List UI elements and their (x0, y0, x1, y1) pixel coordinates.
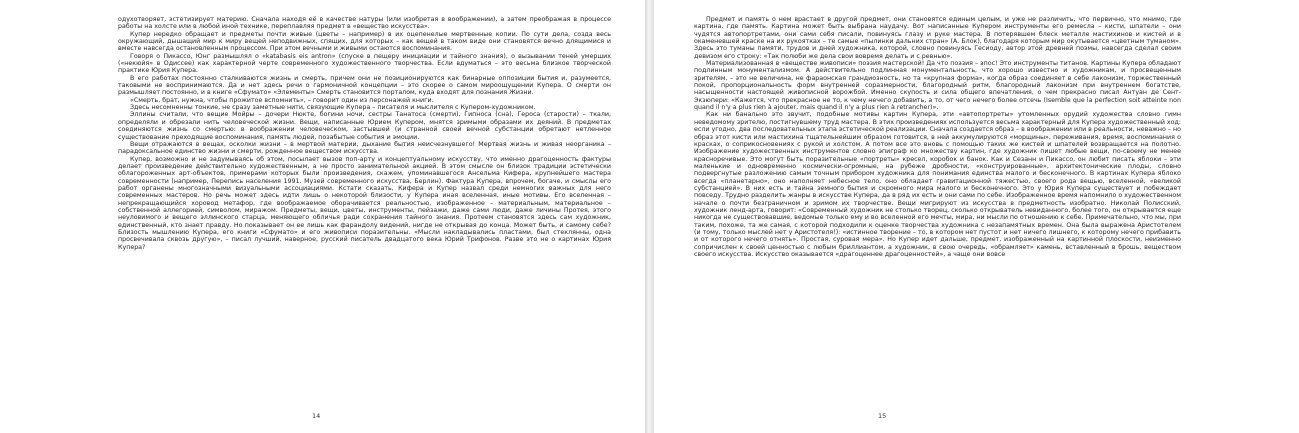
paragraph: Предмет и память о нем врастает в другой предмет, они становятся единым целым, и уже не различить, что первично, что мнимо, где картина, где память. Картина может быть выбрана наудачу. Вот написанные Купером инструменты его ремесла – кисти, шпатели – они чудятся автопортретами, они сами себя писали, повинуясь глазу и руке мастера. В потерявшем блеск металле мастихинов и кистей и в окаменевшей краске на их рукоятках – те самые «пылинки дальних стран» (А. Блок), благодаря которым мир окутывается «цветным туманом». Здесь это туманы памяти, трудов и дней художника, которой, словно повинуясь Гесиоду, автор этой древней поэмы, навсегда сделал своим девизом его строку: «Так полюби же дела свои вовремя делать и с ревнью». (694, 16, 1181, 60)
paragraph: Здесь несомненны тонкие, не сразу заметные нити, связующие Купера – писателя и мыслителя с Купером-художником. (130, 104, 536, 112)
paragraph: Купер нередко обращает и предметы почти живые (цветы – например) в их оцепенелые мертвенные копии. По сути дела, созда весь окружающий, дышащий мир к миру вещей неподвижных, спящих, для которых – как вещей в таком виде они становятся вечно длящимися и вместе навсегда остановленным процессом. При этом вечными и живыми остаются воспоминания. (118, 30, 611, 53)
paragraph: одухотворяет, эстетизирует материю. Сначала находя её в качестве натуры (или изобретая в воображении), а затем преображая в процессе работы на холсте или в любой иной технике, переплавляя предмет в «вещество искусства». (118, 16, 611, 31)
paragraph: Вещи отражаются в вещах, осколки жизни – в мертвой материи, дыхание бытия неисчезнувшего! Мертвая жизнь и живая неорганика – парадоксальное единство жизни и смерти, рожденное веществом искусства. (118, 140, 611, 156)
paragraph: Говоря о Пикассо, Юнг размышлял о «katabasis eis antron» (спуске в пещеру инициации и тайного знания), о вызывании теней умерших («некюйя» в Одиссее) как характерной черте современного художественного творчества. Если вдуматься – это весьма близкое творческой практике Юрия Купера. (118, 52, 611, 75)
paragraph: В его работах постоянно сталкиваются жизнь и смерть, причем они не позиционируются как бинарные оппозиции бытия и, разумеется, таковыми не воспринимаются. Да и нет здесь речи о гармоничной концепции – это скорее о самом мироощущении Купера. О смерти он размышляет постоянно, и в книге «Сфумато» «Элементы» Смерть становится порталом, куда входят для познания Жизни. (118, 74, 611, 97)
paragraph: Купер, возможно и не задумываясь об этом, посылает вызов поп-арту и концептуальному искусству, что именно драгоценность фактуры делает произведение действительно художественным, а не просто занимательной акцией. В этом смысле он близок традиции эстетически облагороженных арт-объектов, примерами которых были произведения, скажем, упоминавшегося Ансельма Кифера, крупнейшего мастера современности (например, Перепись населения 1991. Музей современного искусства, Берлин). Фактура Купера, впрочем, богаче, и смыслы его работ органены многозначными визуальными ассоциациями. Кстати сказать, Кифера и Купер назвал среди немногих важных для него современных мастеров. Но речь может здесь идти лишь о некоторой близости, у Купера иная вселенная, иные мотивы. Его вселенная – непрекращающийся хоровод метафор, где воображаемое оборачивается реальностью, изображенное – материальным, материальное – собственной аллегорией, символом, миражом. Предметы, вещи, цветы, инструменты, пейзажи, даже сами люди, даже личины Протея, этого неуловимого и вещего эллинского старца, меняющего обличья ради сохранения тайного знания. Протеем становятся здесь сам художник, единственный, кто знает правду. Но показывает он ее лишь как фарандолу видений, нигде не открывая до конца. Может быть, и самому себе? Близость мышлению Купера, его книги «Сфумато» и его живописи поразительны. «Мысли накладывались пластами, был стеклянны, одна просвечивала сквозь другую», – писал лучший, наверное, русский писатель двадцатого века Юрий Трифонов. Разве это не о картинах Юрия Купера? (118, 155, 611, 251)
right-page (654, 0, 1299, 433)
page-number: 14 (312, 412, 321, 420)
page-number: 15 (878, 412, 887, 420)
paragraph: Материализованная в «веществе живописи» поэзия мастерской! Да что поэзия – эпос! Это инструменты титанов. Картины Купера обладают подлинным монументализмом. А действительно подлинная монументальность, что хорошо известно и художникам, и просвещенным зрителям, – это не величина, не фараонская грандиозность, но та «крупная форма», когда образ соединяет в себе лаконизм, торжественный покой, пропорциональность форм внутренней соразмерности, благородный ритм, благородный лаконизм при внутреннем богатстве, насыщенности настоящей живописной ворожбой. Именно скупость и сила общего впечатления, о чем прекрасно писал Антуан де Сент-Экзюпери: «Кажется, что прекрасное не то, к чему нечего добавить, а то, от чего нечего более отсечь (Isemble que la perfection soit atteinte non quand il n'y a plus rien à ajouter, mais quand il n'y a plus rien à retrancher)». (694, 60, 1181, 112)
left-page-text (118, 16, 611, 251)
paragraph: «Смерть, брат, нужна, чтобы прожитое вспомнить», – говорит один из персонажей книги. (130, 96, 434, 104)
paragraph: Эллины считали, что вещие Мойры – дочери Нюкте, богини ночи, сестры Танатоса (смерти), Гипноса (сна), Героса (старости) – ткали, определяли и обрезали нить человеческой жизни. Вещи, написанные Юрием Купером, мнятся зримыми образами их деяний. В предметах соединяются жизнь со смертью: в воображении человеческом, застывшей (и странной своей вечной субстанции обретают нетленное существование преходящие воспоминания, память людей, позабытые события и эмоции. (118, 111, 611, 141)
paragraph: Как ни банально это звучит, подобные мотивы картин Купера, эти «автопортреты» утомленных орудий художества словно гимн неведомому зрителю, постигнувшему труд мастера. В этих произведениях используется весьма характерный для Купера художественный ход: если угодно, два последовательных этапа эстетической реализации. Сначала создается образ – в воображении или в реальности, неважно – но образ этот кисти или мастихина тщательнейшим образом готовится, в ней аккумулируются «морщины», переживания, время, воспоминания о красках, о соприкосновениях с рукой и холстом. А потом все это вновь с помощью таких же кистей и шпателей возвращается на полотно. Изображение художественных инструментов словно эпиграф ко множеству картин, где художник пишет любые вещи, по-своему не менее красноречивые. Это могут быть поразительные «портреты» кресел, коробок и банок. Как и Сезанн и Пикассо, он любит писать яблоки – эти маленькие и одновременно космически-огромные, на рубеже дробности, «конструированные», архитектонические плоды, словно подвергнутые разложению самым точным прибором художника для понимания единства малого и бесконечного. В картинах Купера яблоко всегда «планетарно», оно наполняет небесное тело, оно обладает гравитационной тяжестью, своего рода вещью, вселенной, «великой субстанцией». В них есть и тайна земного бытия и скромного мира малого и бесконечного. Это у Юрия Купера существует и побеждает повседу. Трудно разделить жанры в искусстве Купера, да в ряд их есть и они сами по себе. Изображенное время напомнило о художественном начале о почти безграничном и зримом их творчестве. Вещи мигрируют из искусства в предметность изобратно. Николай Полисский, художник ленд-арта, говорит: «Современный художник не столько творец, сколько открыватель невиданного, более того, он открывается еще никогда не существовавшие, ведомые только ему и во вселенной его мечты, мира, ни мысли по отношению к себе. Примечательно, что мы, при таким, похоже, та же самая, с которой подходили к оценке творчества художника с незапамятных времен. Она была выражена Аристотелем (и тому, только мыслей нет у Аристотеля!): «истинное творение – то, в котором нет пустот и нет ничего лишнего, к которому нечего прибавить и от которого нечего отнять». Простая, суровая мера». Но Купер идет дальше, предмет, изображенный на картинной плоскости, неизменно сопричислен к своей ценностью с любым бриллиантом, а художник, в свою очередь, «обрамляет» камень, вставленный в брошь, веществом своего искусства. Искусство оказывается «драгоценнее драгоценностей», а чаще они вовсе (694, 111, 1181, 258)
left-page (0, 0, 645, 433)
book-gutter (645, 0, 654, 433)
right-page-text (694, 16, 1181, 258)
